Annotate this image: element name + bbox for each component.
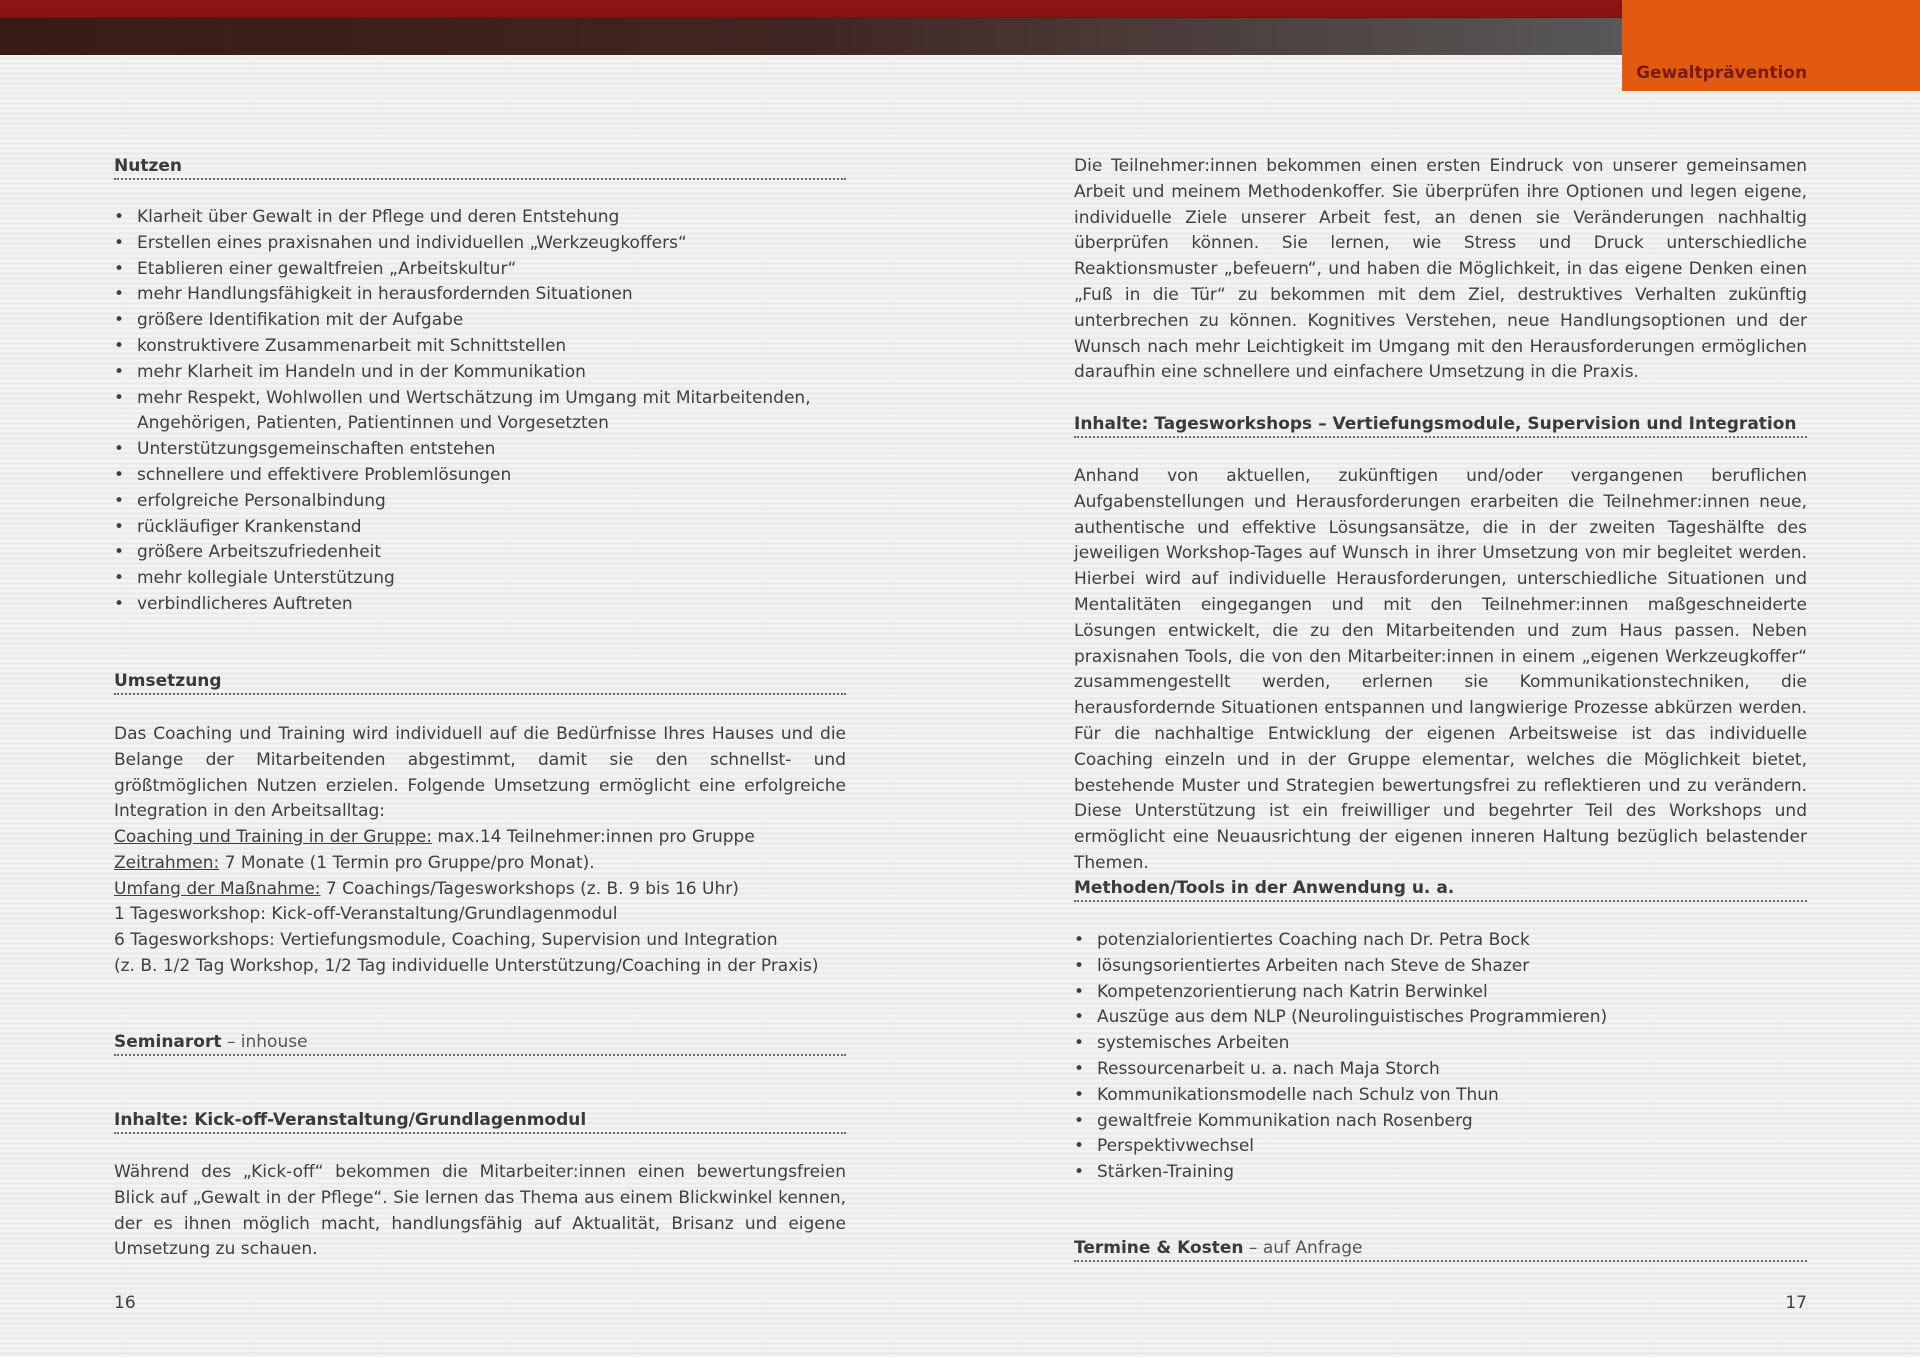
list-item: • schnellere und effektivere Problemlösungen xyxy=(114,463,846,489)
list-item: • Klarheit über Gewalt in der Pflege und deren Entstehung xyxy=(114,205,846,231)
seminarort-label: Seminarort xyxy=(114,1032,222,1052)
list-item: • potenzialorientiertes Coaching nach Dr. Petra Bock xyxy=(1074,928,1807,954)
detail-line xyxy=(114,928,846,954)
termine-label: Termine & Kosten xyxy=(1074,1238,1244,1258)
list-item: • mehr Handlungsfähigkeit in herausfordernden Situationen xyxy=(114,282,846,308)
heading-tagesworkshops: Inhalte: Tagesworkshops – Vertiefungsmodule, Supervision und Integration xyxy=(1074,413,1807,438)
detail-value: 7 Coachings/Tagesworkshops (z. B. 9 bis 16 Uhr) xyxy=(320,878,739,899)
list-item: • Perspektivwechsel xyxy=(1074,1134,1807,1160)
list-item: • Kompetenzorientierung nach Katrin Berwinkel xyxy=(1074,980,1807,1006)
umsetzung-details xyxy=(114,825,846,980)
detail-label: Zeitrahmen: xyxy=(114,852,220,873)
list-item: • systemisches Arbeiten xyxy=(1074,1031,1807,1057)
detail-value: 1 Tagesworkshop: Kick-off-Veranstaltung/Grundlagenmodul xyxy=(114,904,618,925)
seminarort-value: – inhouse xyxy=(221,1032,308,1052)
list-item: • lösungsorientiertes Arbeiten nach Steve de Shazer xyxy=(1074,954,1807,980)
list-item: • erfolgreiche Personalbindung xyxy=(114,489,846,515)
list-item: • Etablieren einer gewaltfreien „Arbeitskultur“ xyxy=(114,257,846,283)
methoden-list xyxy=(1074,928,1807,1186)
heading-termine xyxy=(1074,1237,1807,1262)
list-item: • größere Identifikation mit der Aufgabe xyxy=(114,308,846,334)
page-number-left: 16 xyxy=(114,1293,136,1313)
section-tab-label: Gewaltprävention xyxy=(1636,63,1808,83)
heading-kickoff: Inhalte: Kick-off-Veranstaltung/Grundlagenmodul xyxy=(114,1109,846,1134)
list-item: • größere Arbeitszufriedenheit xyxy=(114,540,846,566)
heading-umsetzung: Umsetzung xyxy=(114,670,846,695)
list-item: • verbindlicheres Auftreten xyxy=(114,592,846,618)
list-item: • Erstellen eines praxisnahen und individuellen „Werkzeugkoffers“ xyxy=(114,231,846,257)
termine-value: – auf Anfrage xyxy=(1243,1238,1363,1258)
list-item: • mehr Klarheit im Handeln und in der Kommunikation xyxy=(114,360,846,386)
heading-methoden: Methoden/Tools in der Anwendung u. a. xyxy=(1074,877,1807,902)
list-item: • Stärken-Training xyxy=(1074,1160,1807,1186)
list-item: • mehr kollegiale Unterstützung xyxy=(114,566,846,592)
kickoff-paragraph: Während des „Kick-off“ bekommen die Mitarbeiter:innen einen bewertungsfreien Blick auf „Gewalt in der Pflege“. Sie lernen das Thema aus einem Blickwinkel kennen, der es ihnen möglich macht, handlungsfähig auf Aktualität, Brisanz und eigene Umsetzung zu schauen. xyxy=(114,1162,846,1260)
intro-paragraph: Die Teilnehmer:innen bekommen einen ersten Eindruck von unserer gemeinsamen Arbeit und meinem Methodenkoffer. Sie überprüfen ihre Optionen und legen eigene, individuelle Ziele unserer Arbeit fest, an denen sie Veränderungen nachhaltig überprüfen können. Sie lernen, wie Stress und Druck unterschiedliche Reaktionsmuster „befeuern“, und haben die Möglichkeit, in das eigene Denken einen „Fuß in die Tür“ zu bekommen mit dem Ziel, destruktives Verhalten zukünftig unterbrechen zu können. Kognitives Verstehen, neue Handlungsoptionen und der Wunsch nach mehr Leichtigkeit im Umgang mit den Herausforderungen ermöglichen daraufhin eine schnellere und einfachere Umsetzung in die Praxis. xyxy=(1074,156,1807,383)
heading-nutzen: Nutzen xyxy=(114,155,846,180)
list-item: • mehr Respekt, Wohlwollen und Wertschätzung im Umgang mit Mitarbeitenden, Angehörigen, Patienten, Patientinnen und Vorgesetzten xyxy=(114,386,846,438)
detail-line xyxy=(114,825,846,851)
list-item: • Unterstützungsgemeinschaften entstehen xyxy=(114,437,846,463)
detail-line xyxy=(114,902,846,928)
detail-value: 6 Tagesworkshops: Vertiefungsmodule, Coaching, Supervision und Integration xyxy=(114,930,778,951)
detail-line xyxy=(114,877,846,903)
heading-seminarort xyxy=(114,1031,846,1056)
list-item: • rückläufiger Krankenstand xyxy=(114,515,846,541)
detail-value: 7 Monate (1 Termin pro Gruppe/pro Monat). xyxy=(219,852,595,873)
list-item: • Kommunikationsmodelle nach Schulz von Thun xyxy=(1074,1083,1807,1109)
list-item: • Ressourcenarbeit u. a. nach Maja Storch xyxy=(1074,1057,1807,1083)
umsetzung-paragraph: Das Coaching und Training wird individuell auf die Bedürfnisse Ihres Hauses und die Belange der Mitarbeitenden abgestimmt, damit sie den schnellst- und größtmöglichen Nutzen erzielen. Folgende Umsetzung ermöglicht eine erfolgreiche Integration in den Arbeitsalltag: xyxy=(114,724,846,822)
nutzen-list xyxy=(114,205,846,618)
tagesworkshops-paragraph: Anhand von aktuellen, zukünftigen und/oder vergangenen beruflichen Aufgabenstellungen und Herausforderungen erarbeiten die Teilnehmer:innen neue, authentische und effektive Lösungsansätze, die in der zweiten Tageshälfte des jeweiligen Workshop-Tages auf Wunsch in ihrer Umsetzung von mir begleitet werden. Hierbei wird auf individuelle Herausforderungen, unterschiedliche Situationen und Mentalitäten eingegangen und mit den Teilnehmer:innen maßgeschneiderte Lösungen entwickelt, die zu den Mitarbeitenden und zum Haus passen. Neben praxisnahen Tools, die von den Mitarbeiter:innen in einem „eigenen Werkzeugkoffer“ zusammengestellt werden, erlernen sie Kommunikationstechniken, die herausfordernde Situationen entspannen und langwierige Prozesse abkürzen werden. Für die nachhaltige Entwicklung der eigenen Arbeitsweise ist das individuelle Coaching einzeln und in der Gruppe elementar, welches die Möglichkeit bietet, bestehende Muster und Strategien bewertungsfrei zu reflektieren und zu verändern. Diese Unterstützung ist ein freiwilliger und begehrter Teil des Workshops und ermöglicht eine Neuausrichtung der eigenen inneren Haltung bezüglich belastender Themen. xyxy=(1074,466,1807,873)
detail-label: Umfang der Maßnahme: xyxy=(114,878,321,899)
list-item: • konstruktivere Zusammenarbeit mit Schnittstellen xyxy=(114,334,846,360)
list-item: • Auszüge aus dem NLP (Neurolinguistisches Programmieren) xyxy=(1074,1005,1807,1031)
detail-label: Coaching und Training in der Gruppe: xyxy=(114,827,432,847)
detail-line xyxy=(114,851,846,877)
page-number-right: 17 xyxy=(1785,1293,1807,1313)
detail-line xyxy=(114,954,846,980)
detail-value: max.14 Teilnehmer:innen pro Gruppe xyxy=(431,827,755,847)
detail-value: (z. B. 1/2 Tag Workshop, 1/2 Tag individuelle Unterstützung/Coaching in der Praxis) xyxy=(114,955,819,976)
list-item: • gewaltfreie Kommunikation nach Rosenberg xyxy=(1074,1109,1807,1135)
